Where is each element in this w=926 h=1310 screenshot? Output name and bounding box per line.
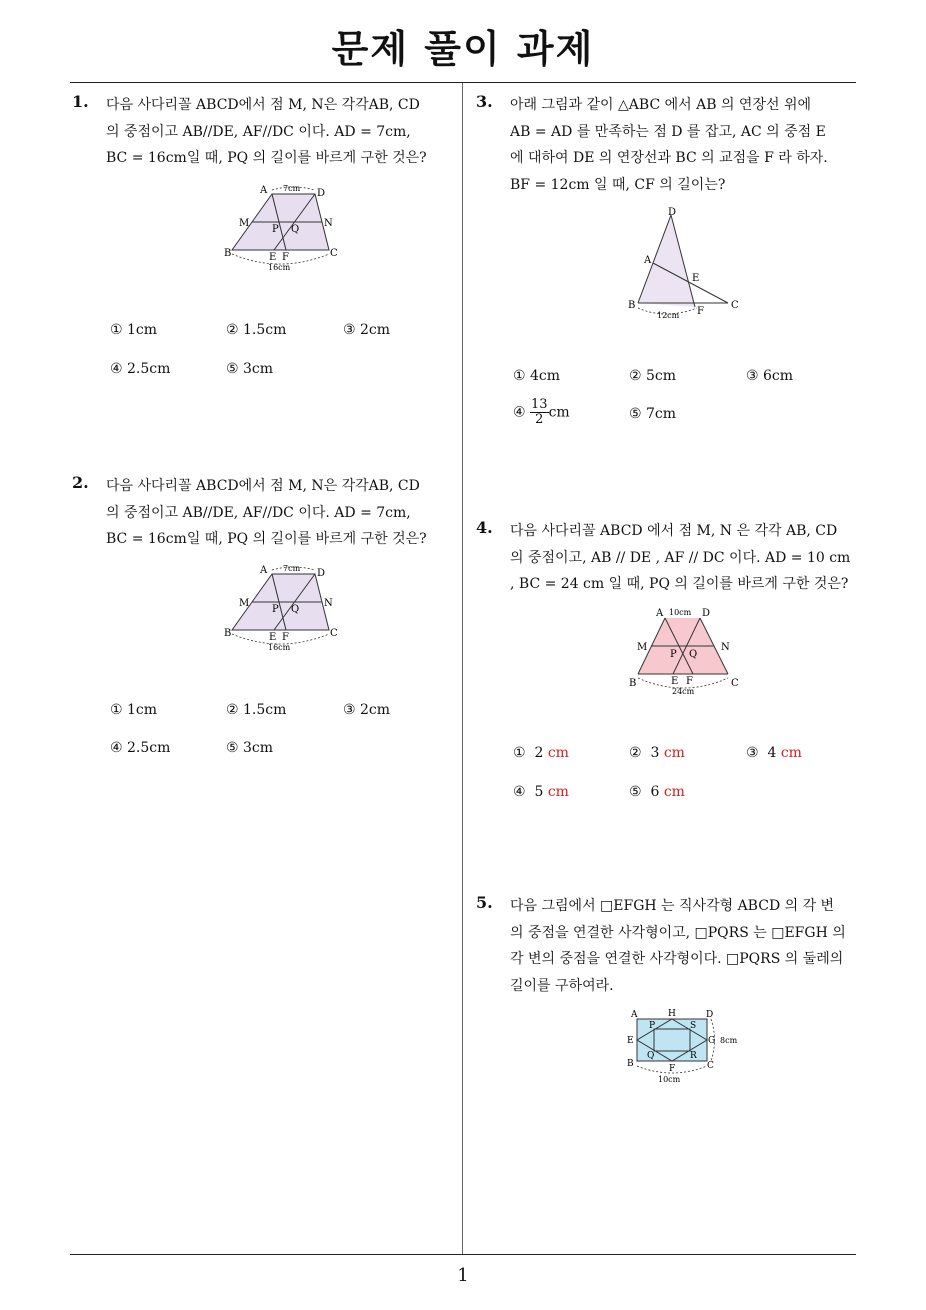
length-label: 7cm: [283, 184, 301, 193]
length-label: 7cm: [283, 564, 301, 573]
vertex-label: A: [656, 608, 664, 619]
vertex-label: Q: [291, 224, 300, 235]
vertex-label: A: [631, 1010, 638, 1020]
vertex-label: C: [330, 628, 338, 639]
vertex-label: C: [731, 300, 739, 311]
choice-number: ①: [513, 745, 526, 761]
vertex-label: R: [690, 1051, 697, 1061]
question-line: 의 중점이고, AB // DE , AF // DC 이다. AD = 10 cm: [510, 549, 851, 566]
triangle-figure-3: [625, 205, 745, 323]
vertex-label: D: [317, 568, 326, 579]
choice-5[interactable]: ⑤ 3cm: [226, 740, 274, 756]
top-rule: [70, 82, 856, 83]
choice-5[interactable]: ⑤ 3cm: [226, 361, 274, 377]
vertex-label: C: [707, 1061, 714, 1071]
question-line: 다음 사다리꼴 ABCD 에서 점 M, N 은 각각 AB, CD: [510, 523, 838, 539]
choice-1[interactable]: ① 1cm: [110, 322, 158, 338]
rectangle-figure-5: [624, 1006, 746, 1086]
vertex-label: N: [721, 642, 730, 653]
length-label: 10cm: [658, 1075, 681, 1084]
choice-3[interactable]: ③ 6cm: [746, 368, 794, 384]
question-line: 에 대하여 DE 의 연장선과 BC 의 교점을 F 라 하자.: [510, 150, 828, 166]
vertex-label: Q: [291, 604, 300, 615]
choice-2[interactable]: ② 5cm: [629, 368, 677, 384]
length-label: 24cm: [672, 687, 695, 696]
length-label: 12cm: [657, 311, 680, 320]
question-line: , BC = 24 cm 일 때, PQ 의 길이를 바르게 구한 것은?: [510, 576, 849, 592]
fraction: [530, 398, 549, 427]
vertex-label: E: [692, 273, 700, 284]
choice-value: 4: [767, 745, 777, 761]
choice-number: ③: [746, 745, 759, 761]
vertex-label: P: [272, 224, 279, 235]
trapezoid-figure-1: [222, 182, 342, 272]
question-number: 2.: [72, 473, 89, 492]
question-line: 의 중점이고 AB//DE, AF//DC 이다. AD = 7cm,: [106, 504, 411, 521]
choice-value: 3: [650, 745, 660, 761]
vertex-label: B: [627, 1059, 634, 1069]
vertex-label: P: [649, 1021, 656, 1031]
vertex-label: F: [686, 676, 693, 687]
question-line: 의 중점을 연결한 사각형이고, □PQRS 는 □EFGH 의: [510, 924, 846, 941]
vertex-label: Q: [689, 649, 698, 660]
choice-4[interactable]: [513, 398, 570, 427]
question-number: 5.: [476, 893, 493, 912]
choice-value: 6: [650, 784, 660, 800]
question-text: [510, 518, 858, 598]
vertex-label: M: [239, 218, 250, 229]
choice-4[interactable]: ④ 2.5cm: [110, 361, 171, 377]
vertex-label: F: [282, 252, 289, 263]
choice-unit: cm: [547, 745, 569, 761]
page-number: 1: [457, 1265, 469, 1286]
vertex-label: A: [260, 185, 268, 196]
question-line: 길이를 구하여라.: [510, 977, 614, 994]
vertex-label: D: [702, 608, 711, 619]
question-text: [510, 92, 858, 198]
question-text: [510, 893, 858, 999]
question-line: 다음 그림에서 □EFGH 는 직사각형 ABCD 의 각 변: [510, 898, 835, 914]
vertex-label: N: [324, 218, 333, 229]
choice-unit: cm: [547, 784, 569, 800]
vertex-label: D: [706, 1010, 714, 1020]
vertex-label: H: [668, 1009, 676, 1019]
vertex-label: E: [671, 676, 679, 687]
vertex-label: E: [269, 252, 277, 263]
vertex-label: S: [690, 1021, 697, 1031]
question-line: BC = 16cm일 때, PQ 의 길이를 바르게 구한 것은?: [106, 531, 427, 547]
vertex-label: Q: [647, 1051, 655, 1061]
choice-value: 2: [534, 745, 544, 761]
length-label: 16cm: [268, 643, 291, 652]
trapezoid-figure-2: [222, 562, 342, 652]
question-line: BF = 12cm 일 때, CF 의 길이는?: [510, 176, 726, 193]
vertex-label: B: [628, 300, 636, 311]
vertex-label: B: [224, 628, 232, 639]
fraction-denominator: 2: [535, 412, 544, 427]
bottom-rule: [70, 1254, 856, 1255]
vertex-label: A: [260, 565, 268, 576]
choice-2[interactable]: [629, 745, 685, 761]
choice-number: ②: [629, 745, 642, 761]
question-line: AB = AD 를 만족하는 점 D 를 잡고, AC 의 중점 E: [510, 123, 826, 140]
vertex-label: E: [269, 632, 277, 643]
vertex-label: P: [670, 649, 677, 660]
choice-2[interactable]: ② 1.5cm: [226, 322, 287, 338]
question-line: 다음 사다리꼴 ABCD에서 점 M, N은 각각AB, CD: [106, 97, 420, 113]
choice-number: ④: [513, 404, 526, 421]
vertex-label: E: [627, 1036, 634, 1046]
vertex-label: B: [629, 678, 637, 689]
vertex-label: M: [239, 598, 250, 609]
vertex-label: N: [324, 598, 333, 609]
choice-unit: cm: [780, 745, 802, 761]
choice-3[interactable]: ③ 2cm: [343, 702, 391, 718]
question-number: 3.: [476, 92, 493, 111]
choice-unit: cm: [663, 745, 685, 761]
vertex-label: D: [668, 207, 677, 218]
choice-2[interactable]: ② 1.5cm: [226, 702, 287, 718]
length-label: 16cm: [268, 263, 291, 272]
length-label: 8cm: [720, 1036, 738, 1045]
choice-number: ④: [513, 784, 526, 800]
vertex-label: C: [330, 248, 338, 259]
question-text: [106, 92, 456, 172]
choice-unit: cm: [663, 784, 685, 800]
choice-3[interactable]: ③ 2cm: [343, 322, 391, 338]
trapezoid-figure-4: [628, 604, 746, 696]
length-label: 10cm: [669, 608, 692, 617]
choice-4[interactable]: ④ 2.5cm: [110, 740, 171, 756]
vertex-label: P: [272, 604, 279, 615]
choice-1[interactable]: ① 1cm: [110, 702, 158, 718]
question-line: 아래 그림과 같이 △ABC 에서 AB 의 연장선 위에: [510, 97, 811, 113]
vertex-label: M: [637, 642, 648, 653]
question-line: 각 변의 중점을 연결한 사각형이다. □PQRS 의 둘레의: [510, 951, 844, 967]
choice-4[interactable]: [513, 784, 569, 800]
choice-1[interactable]: ① 4cm: [513, 368, 561, 384]
vertex-label: G: [708, 1036, 716, 1046]
vertex-label: B: [224, 248, 232, 259]
choice-value: 5: [534, 784, 544, 800]
question-text: [106, 473, 456, 553]
fraction-unit: cm: [548, 404, 570, 421]
fraction-numerator: 13: [531, 397, 548, 412]
choice-1[interactable]: [513, 745, 569, 761]
question-line: 의 중점이고 AB//DE, AF//DC 이다. AD = 7cm,: [106, 123, 411, 140]
vertex-label: C: [731, 678, 739, 689]
choice-5[interactable]: [629, 784, 685, 800]
question-line: 다음 사다리꼴 ABCD에서 점 M, N은 각각AB, CD: [106, 478, 420, 494]
choice-number: ⑤: [629, 784, 642, 800]
choice-5[interactable]: ⑤ 7cm: [629, 406, 677, 422]
vertex-label: F: [282, 632, 289, 643]
question-number: 4.: [476, 518, 493, 537]
vertex-label: D: [317, 188, 326, 199]
vertex-label: F: [669, 1064, 676, 1074]
page-title: 문제 풀이 과제: [331, 27, 595, 71]
vertex-label: F: [697, 306, 704, 317]
choice-3[interactable]: [746, 745, 802, 761]
column-divider: [462, 83, 463, 1255]
question-line: BC = 16cm일 때, PQ 의 길이를 바르게 구한 것은?: [106, 150, 427, 166]
vertex-label: A: [644, 255, 652, 266]
question-number: 1.: [72, 92, 89, 111]
